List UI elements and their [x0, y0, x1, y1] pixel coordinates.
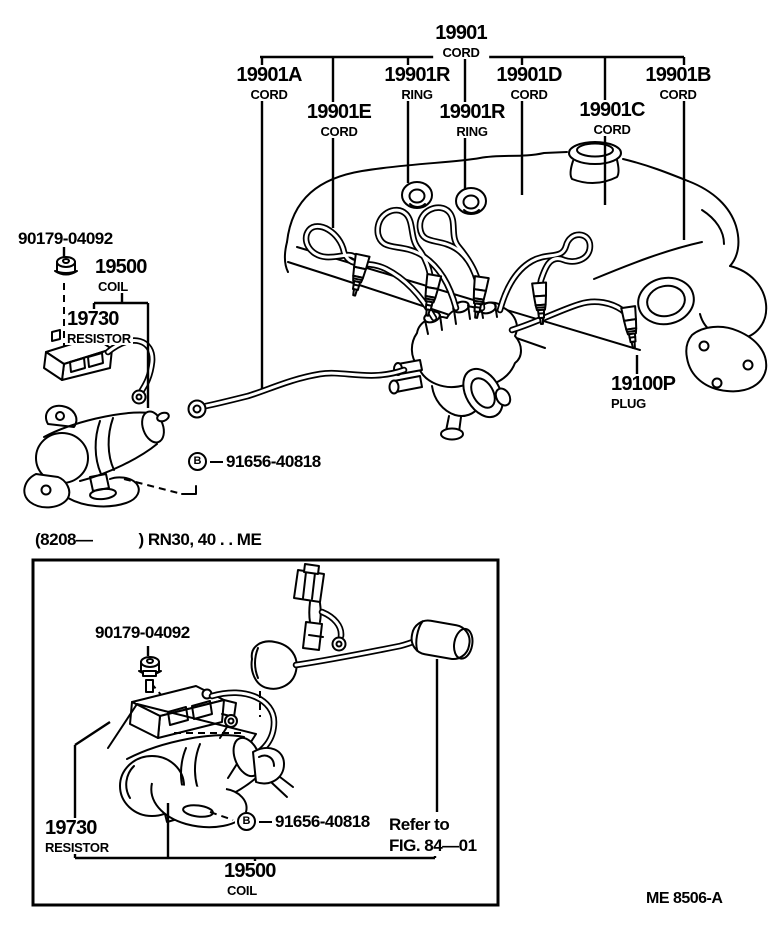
circled-b-badge: B — [188, 452, 207, 471]
part-number: 19500 — [95, 256, 147, 278]
section-header — [33, 531, 263, 548]
part-type: COIL — [227, 883, 257, 898]
callout-19901e — [305, 102, 373, 138]
part-type: CORD — [442, 45, 480, 60]
part-number: 19901D — [496, 64, 562, 86]
grommet-ring-icon — [402, 182, 432, 208]
part-number: 19901C — [579, 99, 645, 121]
part-type: CORD — [593, 122, 631, 137]
wiring-harness-icon — [252, 564, 476, 689]
part-number: 19100P — [611, 373, 676, 395]
part-type: CORD — [320, 124, 358, 139]
part-type: PLUG — [611, 396, 646, 411]
ignition-coil-icon — [24, 406, 170, 508]
part-number: 19901R — [384, 64, 450, 86]
callout-19901r-2 — [437, 102, 506, 138]
callout-19100p — [609, 374, 677, 410]
callout-nut-lower: 90179-04092 — [95, 623, 190, 642]
applicability-prefix: (8208— — [35, 530, 93, 549]
callout-19901b — [643, 65, 712, 101]
flange-icon — [686, 327, 766, 392]
callout-19901c — [577, 100, 646, 136]
callout-19901 — [433, 23, 489, 59]
part-number: 19901 — [435, 22, 487, 44]
part-type: CORD — [510, 87, 548, 102]
part-type: CORD — [250, 87, 288, 102]
leader-dash-icon — [259, 821, 272, 823]
callout-19901r-1 — [382, 65, 451, 101]
part-type: RING — [401, 87, 433, 102]
callout-19730-lower — [43, 818, 111, 854]
callout-19500-lower — [222, 861, 278, 897]
applicability-models: ) RN30, 40 . . ME — [138, 530, 262, 549]
refer-note — [387, 815, 479, 856]
part-number: 91656-40818 — [226, 452, 321, 471]
part-number: 19901A — [236, 64, 302, 86]
distributor-line-art — [390, 300, 522, 440]
callout-19901a — [234, 65, 303, 101]
part-number: 19500 — [224, 860, 276, 882]
refer-line1: Refer to — [389, 815, 450, 834]
part-number: 19730 — [45, 817, 97, 839]
part-number: 19901B — [645, 64, 711, 86]
callout-nut-upper: 90179-04092 — [18, 229, 113, 248]
callout-19901d — [494, 65, 563, 101]
circled-b-badge: B — [237, 812, 256, 831]
oil-cap-icon — [569, 142, 621, 183]
part-type: RESISTOR — [67, 331, 131, 346]
callout-19730-upper — [65, 309, 133, 345]
grommet-ring-icon — [456, 188, 486, 214]
part-number: 19901E — [306, 101, 372, 123]
part-type: CORD — [659, 87, 697, 102]
callout-bolt-lower — [235, 812, 372, 831]
callout-bolt-upper — [186, 452, 323, 471]
refer-line2: FIG. 84—01 — [389, 835, 477, 855]
resistor-icon — [130, 671, 236, 738]
part-number: 91656-40818 — [275, 812, 370, 831]
part-number: 19901R — [439, 101, 505, 123]
intake-port-icon — [634, 273, 698, 330]
part-type: RESISTOR — [45, 840, 109, 855]
figure-code: ME 8506-A — [646, 890, 723, 907]
part-type: RING — [456, 124, 488, 139]
part-type: COIL — [98, 279, 128, 294]
cord-ring-terminal-icon — [189, 401, 206, 418]
leader-dash-icon — [210, 461, 223, 463]
part-number: 19730 — [67, 308, 119, 330]
callout-19500-upper — [93, 257, 149, 293]
